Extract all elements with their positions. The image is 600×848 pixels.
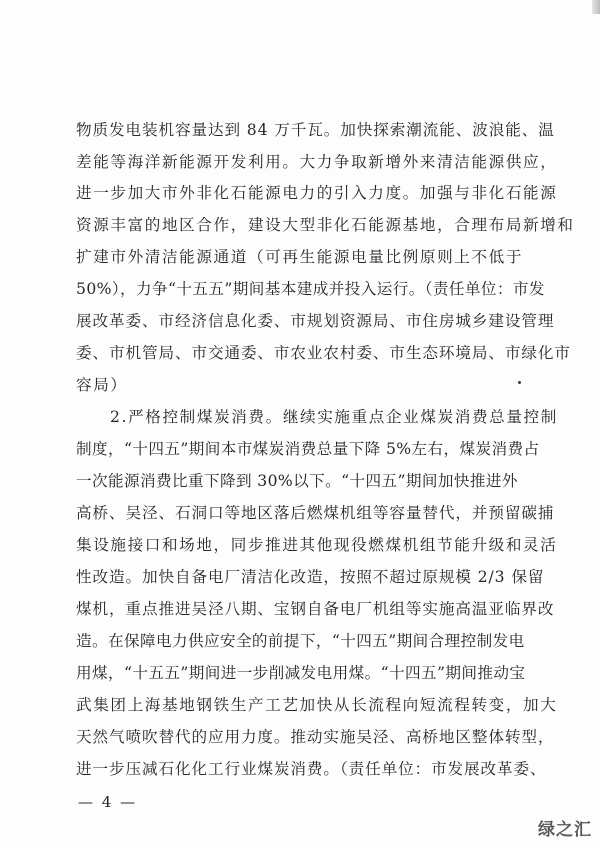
text-line: 用煤，“十五五”期间进一步削减发电用煤。“十四五”期间推动宝 [76, 664, 526, 682]
text-line: 天然气喷吹替代的应用力度。推动实施吴泾、高桥地区整体转型， [76, 728, 555, 746]
text-line: 展改革委、市经济信息化委、市规划资源局、市住房城乡建设管理 [76, 312, 555, 330]
text-line: 资源丰富的地区合作，建设大型非化石能源基地，合理布局新增和 [76, 216, 575, 234]
text-line: 高桥、吴泾、石洞口等地区落后燃煤机组等容量替代，并预留碳捕 [76, 504, 555, 522]
text-line: 性改造。加快自备电厂清洁化改造，按照不超过原规模 2/3 保留 [76, 568, 545, 586]
text-line: 进一步压减石化化工行业煤炭消费。（责任单位：市发展改革委、 [76, 760, 547, 778]
text-line: 煤机，重点推进吴泾八期、宝钢自备电厂机组等实施高温亚临界改 [76, 600, 555, 618]
text-line: 进一步加大市外非化石能源电力的引入力度。加强与非化石能源 [76, 184, 558, 202]
text-line: 武集团上海基地钢铁生产工艺加快从长流程向短流程转变，加大 [76, 696, 558, 714]
text-line: 一次能源消费比重下降到 30%以下。“十四五”期间加快推进外 [76, 472, 518, 490]
text-line: 容局） [76, 376, 128, 394]
text-line: 50%），力争“十五五”期间基本建成并投入运行。（责任单位：市发 [76, 280, 545, 298]
text-line: 物质发电装机容量达到 84 万千瓦。加快探索潮流能、波浪能、温 [76, 121, 555, 139]
text-line: 差能等海洋新能源开发利用。大力争取新增外来清洁能源供应， [76, 153, 558, 171]
text-line: 造。在保障电力供应安全的前提下，“十四五”期间合理控制发电 [76, 632, 525, 650]
section-heading-line: 2.严格控制煤炭消费。继续实施重点企业煤炭消费总量控制 [110, 408, 558, 426]
watermark-logo: 绿之汇 [538, 820, 592, 840]
scan-corner-mark [592, 0, 600, 14]
scan-speck [518, 381, 521, 384]
page-number: — 4 — [78, 793, 138, 811]
text-line: 扩建市外清洁能源通道（可再生能源电量比例原则上不低于 [76, 248, 524, 266]
text-line: 制度，“十四五”期间本市煤炭消费总量下降 5%左右，煤炭消费占 [76, 440, 540, 458]
text-line: 委、市机管局、市交通委、市农业农村委、市生态环境局、市绿化市 [76, 344, 571, 362]
text-line: 集设施接口和场地，同步推进其他现役燃煤机组节能升级和灵活 [76, 536, 558, 554]
